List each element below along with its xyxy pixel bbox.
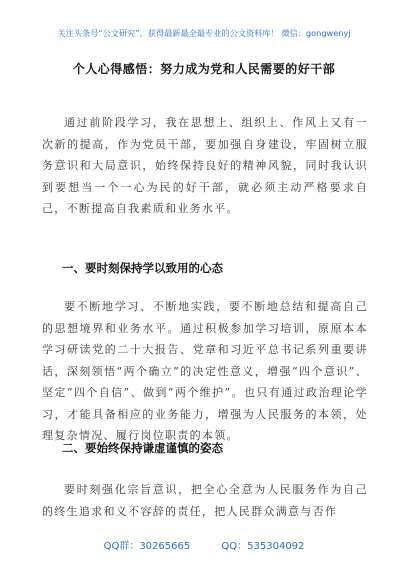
intro-paragraph: 通过前阶段学习，我在思想上、组织上、作风上又有一次新的提高，作为党员干部，要加强自身建设，牢固树立服务意识和大局意识，始终保持良好的精神风貌，同时我认识到要想当一个一心为民的好干部，就必须主动严格要求自己，不断提高自我素质和业务水平。 — [42, 116, 368, 215]
document-title: 个人心得感悟：努力成为党和人民需要的好干部 — [72, 62, 336, 76]
qq-contact-text: QQ：535304092 — [221, 541, 305, 552]
section-2-paragraph: 要时刻强化宗旨意识，把全心全意为人民服务作为自己的终生追求和义不容辞的责任，把人民群众满意与否作 — [42, 483, 368, 518]
footer-contact — [0, 537, 408, 552]
section-heading-2: 二、要始终保持谦虚谨慎的姿态 — [62, 441, 223, 455]
section-1-paragraph: 要不断地学习、不断地实践，要不断地总结和提高自己的思想境界和业务水平。通过积极参加学习培训，原原本本学习研读党的二十大报告、党章和习近平总书记系列重要讲话，深刻领悟“两个确立”的决定性意义，增强“四个意识”、坚定“四个自信”、做到“两个维护”。也只有通过政治理论学习，才能具备相应的业务能力，增强为人民服务的本领，处理复杂情况、履行岗位职责的本领。 — [42, 300, 368, 442]
promo-banner: 关注头条号“公文研究”，获得最新最全最专业的公文资料库！ 微信：gongwenyj — [57, 28, 351, 38]
section-heading-1: 一、要时刻保持学以致用的心态 — [62, 261, 223, 275]
qq-group-text: QQ群：30265665 — [103, 541, 191, 552]
